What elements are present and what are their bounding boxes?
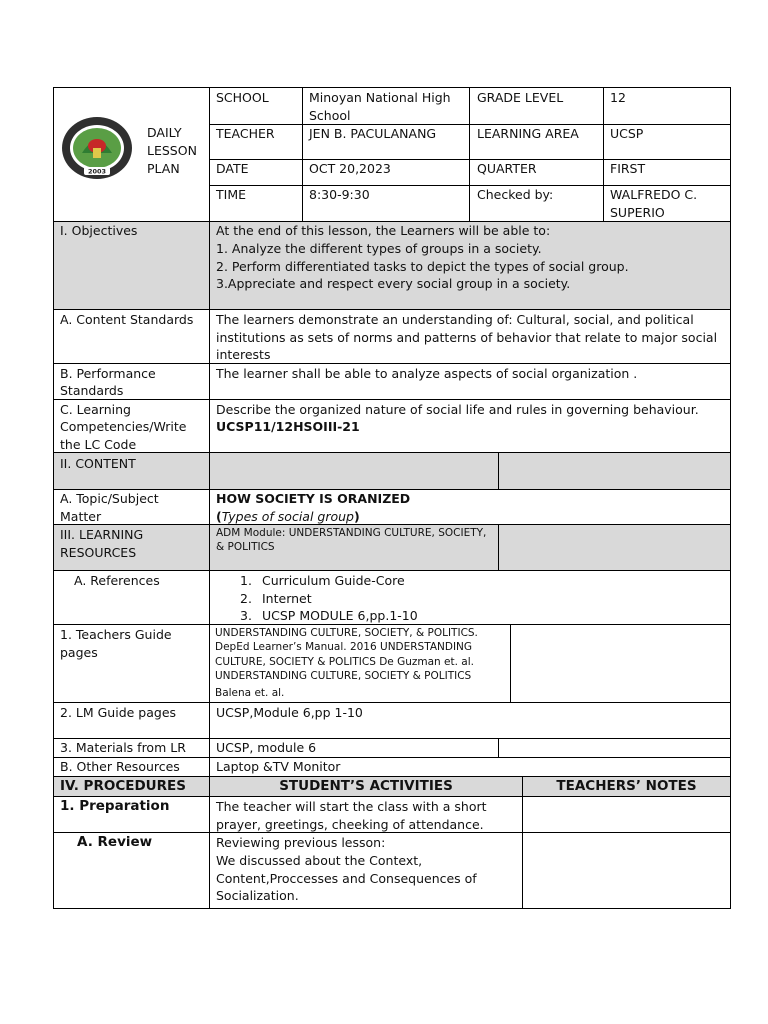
col-line [302, 87, 303, 221]
row-line [53, 776, 731, 777]
other-resources-text: Laptop &TV Monitor [216, 759, 341, 774]
other-resources-label: B. Other Resources [60, 759, 180, 774]
teachers-guide-line: DepEd Learner’s Manual. 2016 UNDERSTANDING [215, 641, 473, 653]
row-line [53, 796, 731, 797]
learning-area-label: LEARNING AREA [477, 126, 579, 141]
row-line [53, 570, 731, 571]
quarter-value: FIRST [610, 161, 646, 176]
quarter-label: QUARTER [477, 161, 537, 176]
objectives-label: I. Objectives [60, 223, 138, 238]
col-line [498, 738, 499, 757]
grade-level-label: GRADE LEVEL [477, 90, 564, 105]
competencies-label: C. Learning [60, 402, 131, 417]
row-line [53, 399, 731, 400]
row-line [209, 159, 731, 160]
topic-label: A. Topic/Subject [60, 491, 159, 506]
review-label: A. Review [77, 834, 153, 850]
review-line: Socialization. [216, 888, 299, 903]
competencies-label: the LC Code [60, 437, 137, 452]
objectives-line: 2. Perform differentiated tasks to depict the types of social group. [216, 259, 629, 274]
col-line [469, 87, 470, 221]
lm-guide-text: UCSP,Module 6,pp 1-10 [216, 705, 363, 720]
review-line: We discussed about the Context, [216, 853, 423, 868]
content-standards-label: A. Content Standards [60, 312, 194, 327]
learning-area-value: UCSP [610, 126, 644, 141]
competencies-label: Competencies/Write [60, 419, 187, 434]
row-line [209, 124, 731, 125]
objectives-line: 3.Appreciate and respect every social group in a society. [216, 276, 571, 291]
col-line [498, 452, 499, 489]
performance-standards-label: B. Performance [60, 366, 156, 381]
topic-subtitle-italic: Types of social group [221, 509, 354, 524]
row-line [53, 309, 731, 310]
school-value: Minoyan National High [309, 90, 451, 105]
date-value: OCT 20,2023 [309, 161, 391, 176]
row-line [53, 452, 731, 453]
review-line: Reviewing previous lesson: [216, 835, 386, 850]
reference-number: 1. [240, 573, 252, 588]
col-line [522, 776, 523, 908]
col-line [510, 624, 511, 702]
teachers-guide-label: pages [60, 645, 98, 660]
competencies-text: Describe the organized nature of social life and rules in governing behaviour. [216, 402, 699, 417]
col-line [498, 524, 499, 570]
materials-text: UCSP, module 6 [216, 740, 317, 755]
performance-standards-label: Standards [60, 383, 124, 398]
materials-label: 3. Materials from LR [60, 740, 186, 755]
review-line: Content,Proccesses and Consequences of [216, 871, 477, 886]
checked-by-label: Checked by: [477, 187, 554, 202]
date-label: DATE [216, 161, 249, 176]
performance-standards-text: The learner shall be able to analyze aspects of social organization . [216, 366, 638, 381]
learning-resources-text: ADM Module: UNDERSTANDING CULTURE, SOCIETY, [216, 527, 487, 539]
border-right [730, 87, 731, 909]
checked-by-value: SUPERIO [610, 205, 665, 220]
teachers-guide-line: Balena et. al. [215, 687, 285, 699]
border-left [53, 87, 54, 909]
border-bottom [53, 908, 731, 909]
checked-by-value: WALFREDO C. [610, 187, 698, 202]
time-label: TIME [216, 187, 247, 202]
learning-resources-text: & POLITICS [216, 541, 275, 553]
reference-number: 2. [240, 591, 252, 606]
paren-open: ( [216, 509, 222, 524]
reference-item: Curriculum Guide-Core [262, 573, 405, 588]
doc-title-line: DAILY [147, 125, 182, 140]
svg-text:2003: 2003 [87, 167, 107, 176]
reference-number: 3. [240, 608, 252, 623]
row-line [53, 702, 731, 703]
preparation-text: prayer, greetings, cheeking of attendance. [216, 817, 484, 832]
grade-level-value: 12 [610, 90, 626, 105]
learning-resources-label: III. LEARNING [60, 527, 144, 542]
student-activities-header: STUDENT’S ACTIVITIES [279, 778, 453, 794]
content-row-shade [53, 453, 730, 489]
teachers-guide-line: UNDERSTANDING CULTURE, SOCIETY, & POLITICS. [215, 627, 478, 639]
paren-close: ) [354, 509, 360, 524]
lm-guide-label: 2. LM Guide pages [60, 705, 177, 720]
school-seal-icon [60, 115, 134, 181]
row-line [53, 524, 731, 525]
teacher-label: TEACHER [216, 126, 275, 141]
content-standards-line: The learners demonstrate an understanding of: Cultural, social, and political [216, 312, 694, 327]
preparation-text: The teacher will start the class with a short [216, 799, 487, 814]
content-standards-line: interests [216, 347, 271, 362]
lc-code: UCSP11/12HSOIII-21 [216, 419, 360, 434]
content-standards-line: institutions as sets of norms and patterns of behavior that relate to major social [216, 330, 718, 345]
reference-item: UCSP MODULE 6,pp.1-10 [262, 608, 418, 623]
teachers-guide-label: 1. Teachers Guide [60, 627, 172, 642]
objectives-line: At the end of this lesson, the Learners will be able to: [216, 223, 551, 238]
content-label: II. CONTENT [60, 456, 136, 471]
references-label: A. References [74, 573, 160, 588]
teachers-guide-line: CULTURE, SOCIETY & POLITICS De Guzman et. al. [215, 656, 474, 668]
row-line [53, 363, 731, 364]
preparation-label: 1. Preparation [60, 798, 170, 814]
teachers-notes-header: TEACHERS’ NOTES [556, 778, 697, 794]
learning-resources-label: RESOURCES [60, 545, 137, 560]
teachers-guide-line: UNDERSTANDING CULTURE, SOCIETY & POLITICS [215, 670, 472, 682]
teacher-value: JEN B. PACULANANG [309, 126, 437, 141]
time-value: 8:30-9:30 [309, 187, 370, 202]
topic-title: HOW SOCIETY IS ORANIZED [216, 491, 411, 506]
school-value: School [309, 108, 351, 123]
reference-item: Internet [262, 591, 312, 606]
procedures-label: IV. PROCEDURES [60, 778, 186, 794]
border-top [53, 87, 731, 88]
topic-label: Matter [60, 509, 102, 524]
objectives-line: 1. Analyze the different types of groups in a society. [216, 241, 542, 256]
school-label: SCHOOL [216, 90, 269, 105]
doc-title-line: PLAN [147, 161, 180, 176]
col-line [603, 87, 604, 221]
topic-subtitle [216, 508, 360, 526]
doc-title-line: LESSON [147, 143, 197, 158]
